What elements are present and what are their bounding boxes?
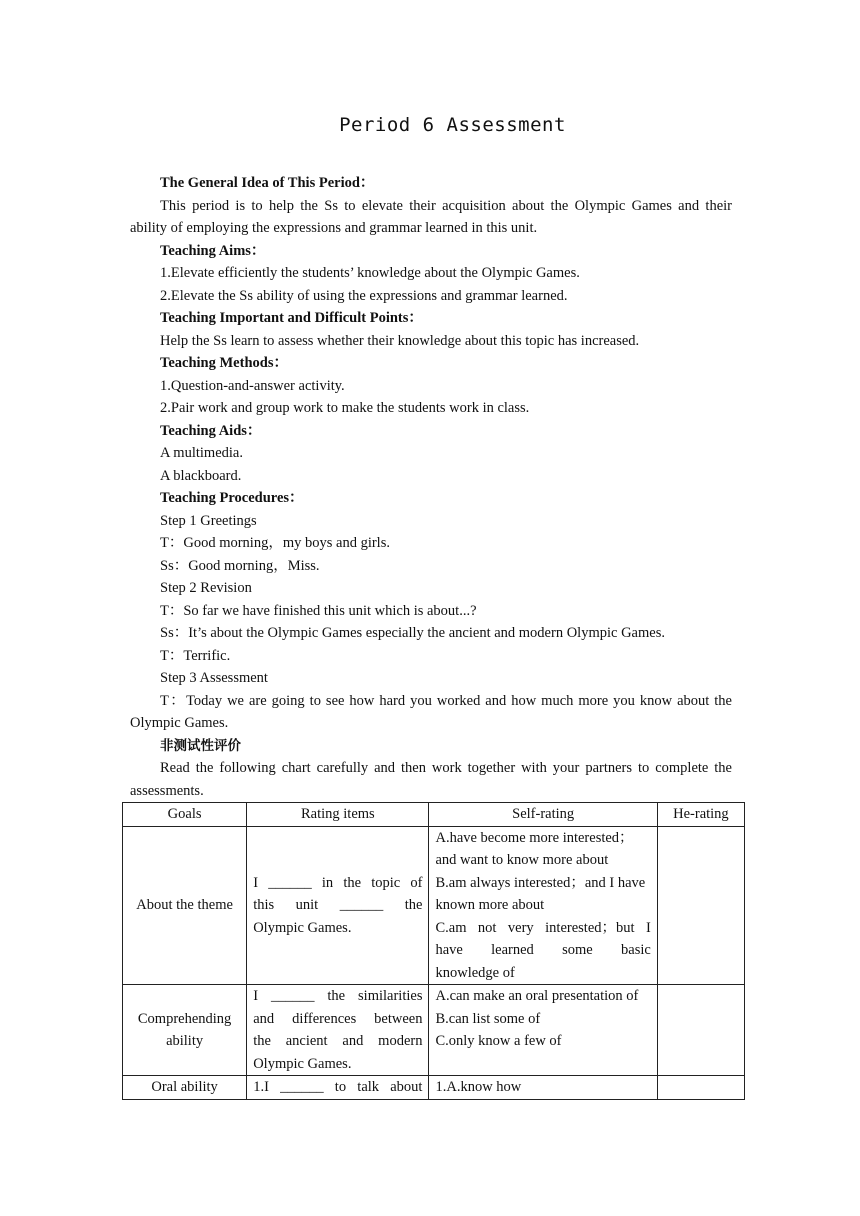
aid-item: A blackboard. <box>160 467 242 484</box>
rating-item-line: Olympic Games. <box>253 1055 352 1072</box>
self-rating-cell <box>429 826 657 985</box>
procedure-line: T：So far we have finished this unit which is about...? <box>160 602 477 619</box>
points-heading: Teaching Important and Difficult Points： <box>160 310 423 326</box>
aids-heading: Teaching Aids： <box>160 422 262 439</box>
chart-intro-1: Read the following chart carefully and then work together with your partners to complete the <box>160 760 732 776</box>
goal-cell: About the theme <box>123 826 247 985</box>
assessment-table <box>122 802 745 1100</box>
he-rating-cell[interactable] <box>657 1076 744 1100</box>
procedure-line: T：Good morning，my boys and girls. <box>160 535 390 551</box>
chart-intro-2: assessments. <box>130 782 204 799</box>
procedure-line: Step 1 Greetings <box>160 512 257 529</box>
general-idea-text-2: ability of employing the expressions and grammar learned in this unit. <box>130 220 538 236</box>
non-test-assessment-heading: 非测试性评价 <box>160 737 241 754</box>
aim-item: 1.Elevate efficiently the students’ knowledge about the Olympic Games. <box>160 265 580 281</box>
self-rating-line: B.am always interested；and I have <box>435 874 646 891</box>
self-rating-line: knowledge of <box>435 964 515 981</box>
rating-item-line: I ______ in the topic of <box>253 874 423 891</box>
column-header-goals: Goals <box>123 803 247 827</box>
he-rating-cell[interactable] <box>657 826 744 985</box>
goal-cell: Oral ability <box>123 1076 247 1100</box>
rating-item-line: 1.I ______ to talk about <box>253 1079 423 1095</box>
self-rating-line: 1.A.know how <box>435 1079 522 1095</box>
table-row <box>123 826 745 985</box>
points-text: Help the Ss learn to assess whether their knowledge about this topic has increased. <box>160 332 640 349</box>
column-header-he-rating: He-rating <box>657 803 744 827</box>
rating-item-line: this unit ______ the <box>253 897 423 913</box>
self-rating-line: known more about <box>435 897 545 913</box>
methods-heading: Teaching Methods： <box>160 355 288 371</box>
rating-item-line: and differences between <box>253 1010 423 1027</box>
procedure-line: Step 3 Assessment <box>160 670 268 686</box>
column-header-self-rating: Self-rating <box>429 803 657 827</box>
goal-cell <box>123 985 247 1076</box>
rating-item-line: I ______ the similarities <box>253 988 423 1004</box>
rating-item-cell <box>247 826 429 985</box>
procedures-heading: Teaching Procedures： <box>160 490 304 506</box>
column-header-rating-items: Rating items <box>247 803 429 827</box>
assessment-text-1: T：Today we are going to see how hard you worked and how much more you know about the <box>160 692 732 709</box>
self-rating-line: C.am not very interested；but I <box>435 919 651 936</box>
table-row <box>123 1076 745 1100</box>
procedure-line: T：Terrific. <box>160 647 231 664</box>
rating-item-line: the ancient and modern <box>253 1033 423 1049</box>
rating-item-cell <box>247 985 429 1076</box>
aim-item: 2.Elevate the Ss ability of using the expressions and grammar learned. <box>160 287 568 304</box>
general-idea-text-1: This period is to help the Ss to elevate their acquisition about the Olympic Games and their <box>160 197 732 214</box>
rating-item-cell <box>247 1076 429 1100</box>
self-rating-line: A.have become more interested； <box>435 829 634 846</box>
lesson-body <box>130 172 732 802</box>
aid-item: A multimedia. <box>160 445 243 461</box>
general-idea-heading: The General Idea of This Period： <box>160 175 375 191</box>
self-rating-line: C.only know a few of <box>435 1033 562 1049</box>
method-item: 2.Pair work and group work to make the students work in class. <box>160 400 530 416</box>
procedure-line: Ss：Good morning，Miss. <box>160 557 320 574</box>
self-rating-line: have learned some basic <box>435 942 651 958</box>
self-rating-line: A.can make an oral presentation of <box>435 988 639 1004</box>
goal-line: ability <box>166 1033 204 1049</box>
table-row <box>123 985 745 1076</box>
goal-line: Comprehending <box>137 1010 232 1027</box>
assessment-text-2: Olympic Games. <box>130 715 229 731</box>
self-rating-cell <box>429 1076 657 1100</box>
self-rating-cell <box>429 985 657 1076</box>
page-title: Period 6 Assessment <box>339 114 566 136</box>
he-rating-cell[interactable] <box>657 985 744 1076</box>
self-rating-line: and want to know more about <box>435 852 609 868</box>
table-header-row <box>123 803 745 827</box>
self-rating-line: B.can list some of <box>435 1010 541 1027</box>
method-item: 1.Question-and-answer activity. <box>160 377 345 394</box>
rating-item-line: Olympic Games. <box>253 919 352 936</box>
aims-heading: Teaching Aims： <box>160 242 266 259</box>
procedure-line: Ss：It’s about the Olympic Games especially the ancient and modern Olympic Games. <box>160 625 665 641</box>
procedure-line: Step 2 Revision <box>160 580 252 596</box>
